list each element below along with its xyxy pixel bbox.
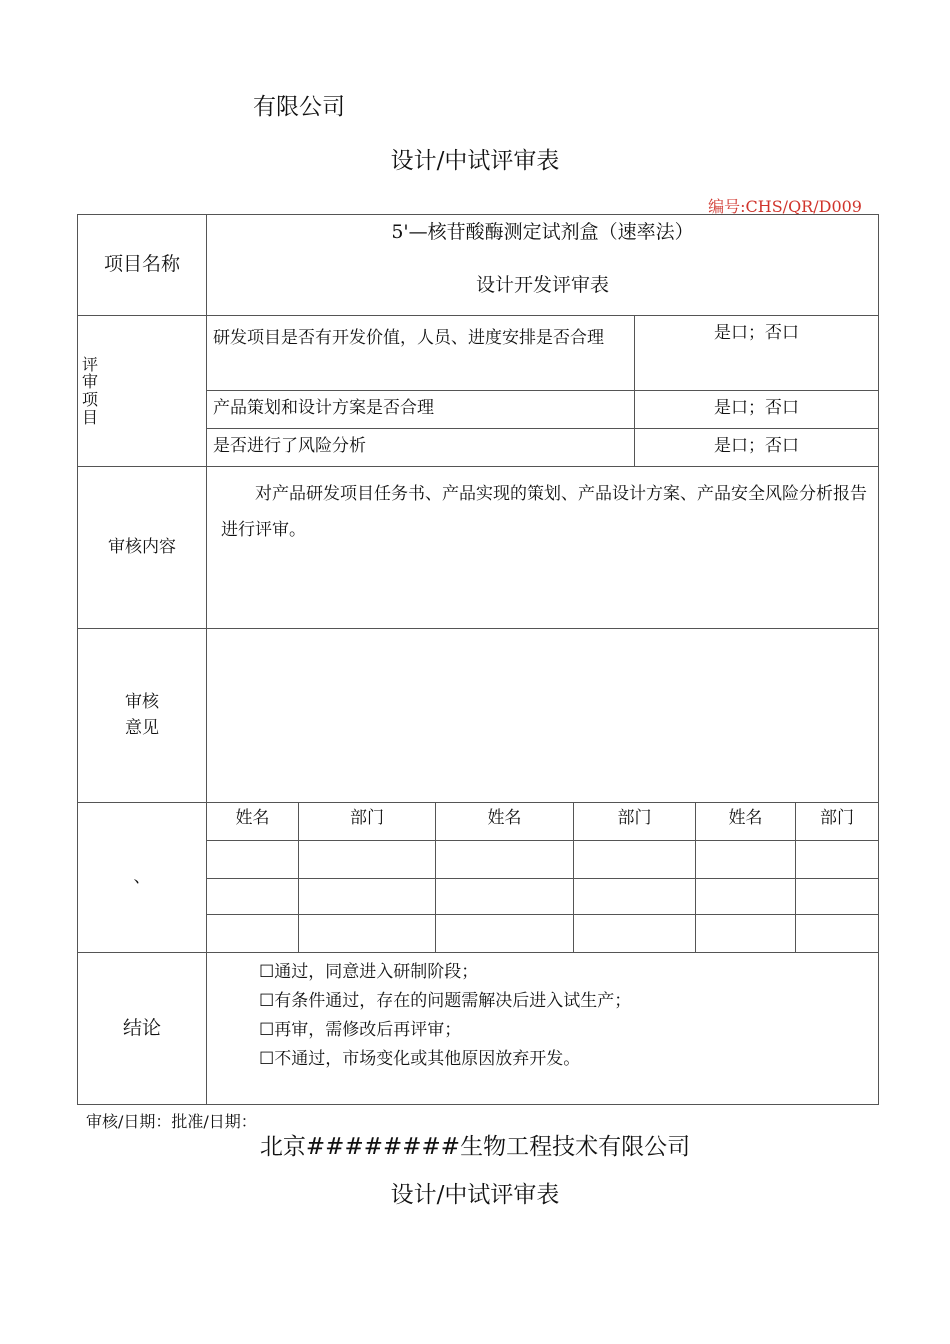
signature-cell[interactable]: [574, 879, 696, 915]
signature-header-dept-1: 部门: [299, 803, 436, 841]
signature-cell[interactable]: [207, 879, 299, 915]
signature-cell[interactable]: [299, 879, 436, 915]
review-form-table: [77, 214, 879, 1105]
review-items-label-cell: [78, 316, 207, 467]
signature-cell[interactable]: [796, 841, 879, 879]
project-name-label: 项目名称: [78, 215, 207, 316]
audit-content-text: 对产品研发项目任务书、产品实现的策划、产品设计方案、产品安全风险分析报告进行评审。: [207, 467, 879, 629]
signature-header-name-1: 姓名: [207, 803, 299, 841]
signature-header-dept-2: 部门: [574, 803, 696, 841]
project-name: 5'—核苷酸酶测定试剂盒（速率法）: [391, 221, 694, 243]
signature-cell[interactable]: [574, 841, 696, 879]
approval-sign-line: 审核/日期：批准/日期：: [86, 1112, 257, 1131]
company-name: 有限公司: [253, 94, 345, 120]
project-name-cell: [207, 215, 879, 316]
signature-header-name-2: 姓名: [436, 803, 574, 841]
review-choice-3[interactable]: 是口；否口: [635, 429, 879, 467]
conclusion-label: 结论: [78, 953, 207, 1105]
conclusion-options: [207, 953, 879, 1105]
signature-cell[interactable]: [207, 841, 299, 879]
signature-header-dept-3: 部门: [796, 803, 879, 841]
conclusion-option-rereview[interactable]: ☐再审，需修改后再评审；: [259, 1019, 462, 1040]
signature-header-name-3: 姓名: [696, 803, 796, 841]
signature-cell[interactable]: [436, 841, 574, 879]
review-question-1: 研发项目是否有开发价值，人员、进度安排是否合理: [207, 316, 635, 391]
signature-cell[interactable]: [436, 879, 574, 915]
signature-cell[interactable]: [796, 879, 879, 915]
review-question-2: 产品策划和设计方案是否合理: [207, 391, 635, 429]
audit-opinion-field[interactable]: [207, 629, 879, 803]
project-subtitle: 设计开发评审表: [476, 274, 610, 296]
signature-label: 、: [78, 803, 207, 953]
review-choice-2[interactable]: 是口；否口: [635, 391, 879, 429]
conclusion-option-pass[interactable]: ☐通过，同意进入研制阶段；: [259, 962, 479, 982]
form-title: 设计/中试评审表: [390, 148, 560, 174]
review-items-label: 评审项目: [82, 354, 99, 427]
audit-opinion-label-cell: [78, 629, 207, 803]
conclusion-option-conditional[interactable]: ☐有条件通过，存在的问题需解决后进入试生产；: [259, 990, 632, 1011]
signature-cell[interactable]: [696, 841, 796, 879]
signature-cell[interactable]: [299, 915, 436, 953]
signature-cell[interactable]: [696, 915, 796, 953]
signature-cell[interactable]: [207, 915, 299, 953]
form-title-bottom: 设计/中试评审表: [390, 1182, 560, 1208]
audit-content-label: 审核内容: [78, 467, 207, 629]
signature-cell[interactable]: [696, 879, 796, 915]
audit-opinion-label: 审核意见: [125, 692, 159, 738]
review-question-3: 是否进行了风险分析: [207, 429, 635, 467]
company-name-bottom: 北京########生物工程技术有限公司: [259, 1134, 691, 1160]
signature-cell[interactable]: [796, 915, 879, 953]
signature-cell[interactable]: [299, 841, 436, 879]
form-code: 编号:CHS/QR/D009: [708, 197, 862, 216]
signature-cell[interactable]: [574, 915, 696, 953]
review-choice-1[interactable]: 是口；否口: [635, 316, 879, 391]
conclusion-option-reject[interactable]: ☐不通过，市场变化或其他原因放弃开发。: [259, 1048, 581, 1069]
signature-cell[interactable]: [436, 915, 574, 953]
